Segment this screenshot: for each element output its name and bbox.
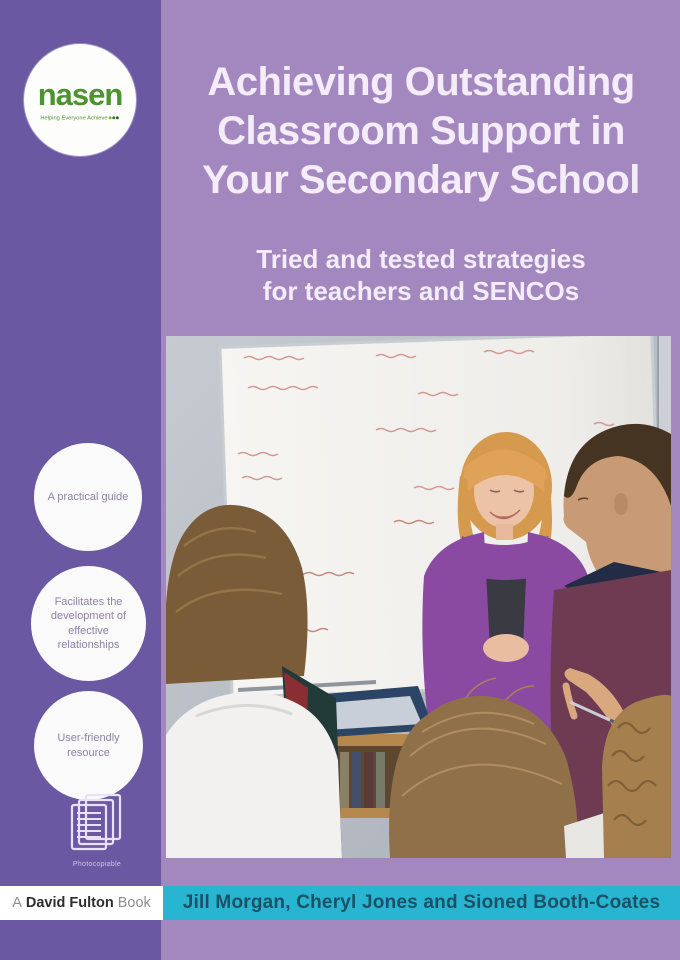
badge-relationships bbox=[31, 566, 146, 681]
badge-text: Facilitates the development of effective relationships bbox=[50, 595, 127, 651]
imprint-name: David Fulton bbox=[25, 895, 114, 911]
photocopiable-label: Photocopiable bbox=[72, 861, 122, 868]
photocopiable-block bbox=[57, 792, 137, 868]
badge-text: A practical guide bbox=[47, 490, 129, 503]
badge-practical-guide bbox=[34, 443, 142, 551]
nasen-dots-icon bbox=[109, 116, 119, 119]
subtitle-line: for teachers and SENCOs bbox=[262, 276, 580, 306]
book-subtitle bbox=[170, 243, 672, 307]
badge-text: User-friendly resource bbox=[57, 732, 120, 759]
title-line: Achieving Outstanding bbox=[207, 60, 635, 104]
imprint bbox=[0, 886, 163, 920]
book-title bbox=[170, 58, 672, 205]
authors-bar bbox=[163, 886, 680, 920]
photocopiable-pages-icon bbox=[62, 792, 132, 854]
title-line: Your Secondary School bbox=[202, 158, 640, 202]
nasen-logo bbox=[24, 44, 136, 156]
classroom-photo bbox=[166, 336, 671, 858]
title-line: Classroom Support in bbox=[217, 109, 625, 153]
nasen-logo-text: nasen bbox=[37, 76, 123, 112]
badge-user-friendly bbox=[34, 691, 143, 800]
authors-text: Jill Morgan, Cheryl Jones and Sioned Booth-Coates bbox=[182, 892, 661, 913]
imprint-suffix: Book bbox=[117, 895, 151, 911]
subtitle-line: Tried and tested strategies bbox=[256, 244, 586, 274]
nasen-tagline-text: Helping Everyone Achieve bbox=[40, 113, 108, 121]
classroom-photo-art bbox=[166, 336, 671, 858]
nasen-tagline bbox=[41, 114, 120, 120]
imprint-prefix: A bbox=[12, 895, 22, 911]
